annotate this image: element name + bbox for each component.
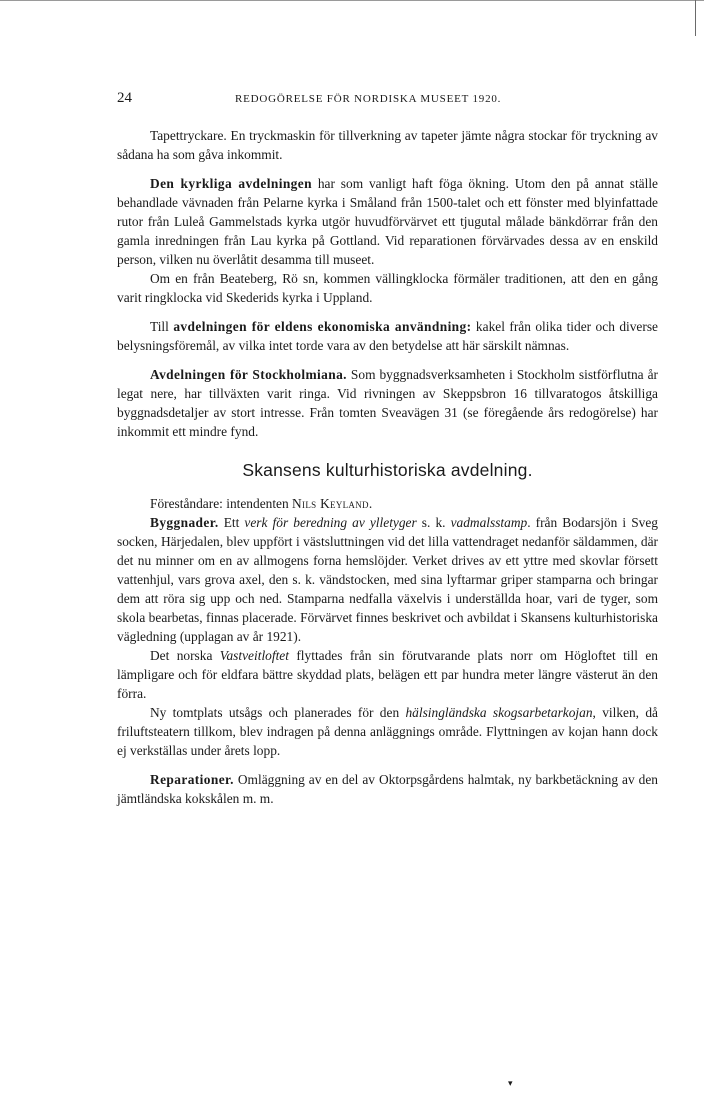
page-header: [117, 90, 658, 110]
paragraph-eldens-ekonomiska: [117, 317, 658, 355]
paragraph-stockholmiana: [117, 365, 658, 441]
paragraph-text: flyttades från sin förutvarande plats norr om Högloftet till en lämpligare och för eldfara bättre skyddad plats, belägen ett par hundra meter längre västerut än den förra.: [117, 648, 658, 701]
italic-term: hälsingländska skogsarbetarkojan: [405, 705, 593, 720]
page-number: 24: [117, 90, 132, 106]
section-heading: Skansens kulturhistoriska avdelning.: [242, 460, 533, 480]
paragraph-forestandare: [117, 494, 658, 513]
italic-term: verk för beredning av ylletyger: [244, 515, 417, 530]
paragraph-vastveitloftet: [117, 646, 658, 703]
italic-term: Vastveitloftet: [219, 648, 289, 663]
director-label: Föreståndare: intendenten: [150, 496, 293, 511]
paragraph-text: Om en från Beateberg, Rö sn, kommen vällingklocka förmäler traditionen, att den en gång varit ringklocka vid Skederids kyrka i Uppland.: [117, 271, 658, 305]
director-name: Nils Keyland.: [292, 496, 373, 511]
paragraph-vallingklocka: [117, 269, 658, 307]
italic-term: vadmalsstamp: [450, 515, 528, 530]
paragraph-byggnader: [117, 513, 658, 646]
paragraph-lead: Reparationer.: [150, 772, 234, 787]
paragraph-lead: Den kyrkliga avdelningen: [150, 176, 312, 191]
paragraph-tapettryckare: [117, 126, 658, 164]
paragraph-lead: avdelningen för eldens ekonomiska användning:: [173, 319, 472, 334]
paragraph-text: , vilken, då friluftsteatern tillkom, blev indragen på denna anläggnings område. Flyttningen av kojan hann dock ej verkställas under årets lopp.: [117, 705, 658, 758]
paragraph-text: Tapettryckare. En tryckmaskin för tillverkning av tapeter jämte några stockar för tryckning av sådana ha som gåva inkommit.: [117, 128, 658, 162]
paragraph-lead: Byggnader.: [150, 515, 219, 530]
paragraph-text: kakel från olika tider och diverse belysningsföremål, av vilka intet torde vara av den betydelse att här särskilt nämnas.: [117, 319, 658, 353]
paragraph-kyrkliga-avdelningen: [117, 174, 658, 269]
paragraph-skogsarbetarkojan: [117, 703, 658, 760]
paragraph-text: har som vanligt haft föga ökning. Utom den på annat ställe behandlade vävnaden från Pelarne kyrka i Småland från 1500-talet och ett fönster med blyinfattade rutor från Luleå Gammelstads kyrka utgör huvudförvärvet ett tjugutal målade bänkdörrar från den gamla inredningen från Lau kyrka på Gottland. Vid reparationen förvärvades dessa av en enskild person, vilken nu överlåtit desamma till museet.: [117, 176, 658, 267]
running-title: REDOGÖRELSE FÖR NORDISKA MUSEET 1920.: [235, 93, 502, 105]
paragraph-text: Omläggning av en del av Oktorpsgårdens halmtak, ny barkbetäckning av den jämtländska kokskålen m. m.: [117, 772, 658, 806]
paragraph-text: Som byggnadsverksamheten i Stockholm sistförflutna år legat nere, har tillväxten varit ringa. Vid rivningen av Skeppsbron 16 tillvaratogos åtskilliga byggnadsdetaljer av stort intresse. Från tomten Sveavägen 31 (se föregående års redogörelse) har inkommit ett mindre fynd.: [117, 367, 658, 439]
paragraph-lead: Avdelningen för Stockholmiana.: [150, 367, 347, 382]
paragraph-text: . från Bodarsjön i Sveg socken, Härjedalen, blev uppfört i västsluttningen vid det lilla vattendraget nedanför säldammen, där det nu minner om en av allmogens forna hemslöjder. Verket drives av ett yttre med skovlar försett vattenhjul, vars grova axel, den s. k. vändstocken, med sina lyftarmar griper stamparna och bringar dem att röra sig upp och ned. Stamparna nedfalla växelvis i underställda hoar, vari de tyger, som skola bearbetas, finnas placerade. Förvärvet finnes beskrivet och avbildat i Skansens kulturhistoriska vägledning (upplagan av år 1921).: [117, 515, 658, 644]
paragraph-text: s. k.: [416, 515, 451, 530]
paragraph-text: Ett: [218, 515, 245, 530]
page-mark: ▾: [508, 1078, 513, 1088]
paragraph-text: Det norska: [150, 648, 220, 663]
paragraph-text-pre: Till: [150, 319, 174, 334]
paragraph-reparationer: [117, 770, 658, 808]
page-body: [117, 126, 658, 808]
page-top-edge: [0, 0, 704, 1]
paragraph-text: Ny tomtplats utsågs och planerades för den: [150, 705, 406, 720]
page-right-edge: [695, 0, 696, 36]
